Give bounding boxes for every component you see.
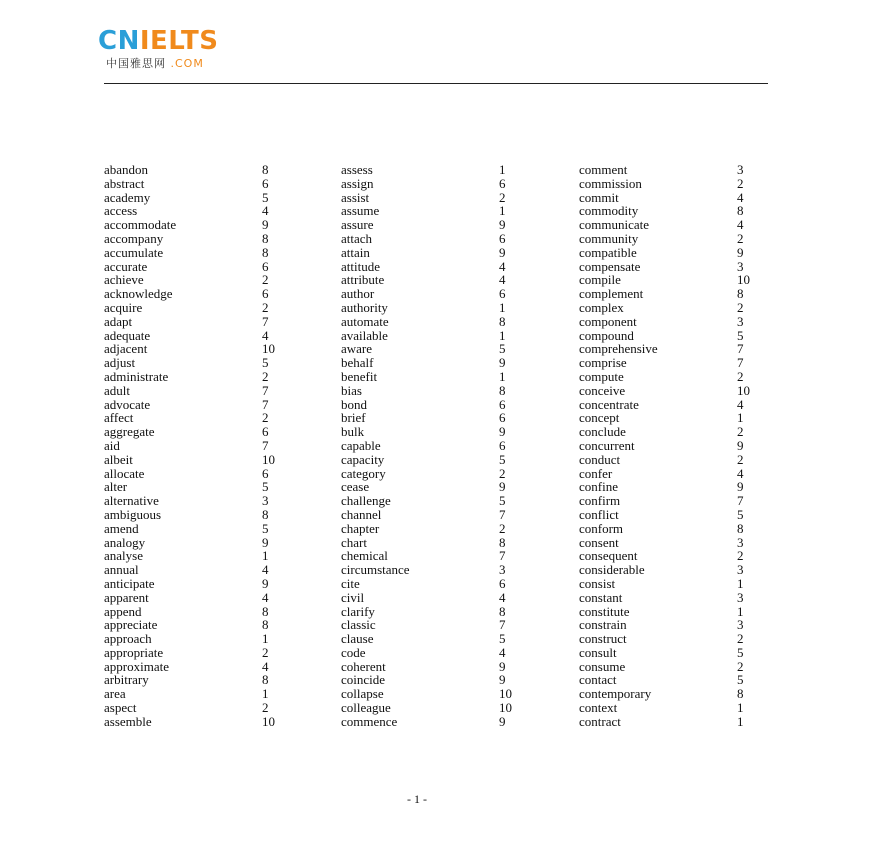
word-text: assemble bbox=[104, 713, 152, 729]
word-text: assume bbox=[341, 203, 380, 219]
sublist-number: 2 bbox=[737, 548, 744, 564]
word-text: challenge bbox=[341, 493, 391, 509]
sublist-number: 4 bbox=[499, 272, 506, 288]
word-text: contact bbox=[579, 672, 617, 688]
logo-subtitle-cn: 中国雅思网 bbox=[106, 57, 166, 70]
word-text: analyse bbox=[104, 548, 143, 564]
sublist-number: 6 bbox=[499, 286, 506, 302]
sublist-number: 1 bbox=[499, 327, 506, 343]
sublist-number: 4 bbox=[737, 465, 744, 481]
word-text: compile bbox=[579, 272, 621, 288]
word-text: accumulate bbox=[104, 244, 164, 260]
word-text: allocate bbox=[104, 465, 145, 481]
sublist-number: 4 bbox=[262, 562, 269, 578]
word-text: comprise bbox=[579, 355, 627, 371]
sublist-number: 4 bbox=[737, 396, 744, 412]
sublist-number: 2 bbox=[737, 299, 744, 315]
word-text: acquire bbox=[104, 299, 143, 315]
word-text: approach bbox=[104, 631, 152, 647]
sublist-number: 2 bbox=[262, 700, 269, 716]
word-text: aware bbox=[341, 341, 373, 357]
word-text: chapter bbox=[341, 520, 380, 536]
word-text: compatible bbox=[579, 244, 637, 260]
sublist-number: 2 bbox=[499, 465, 506, 481]
sublist-number: 1 bbox=[737, 410, 744, 426]
sublist-number: 8 bbox=[737, 686, 744, 702]
word-text: complement bbox=[579, 286, 644, 302]
word-text: compute bbox=[579, 368, 624, 384]
sublist-number: 7 bbox=[737, 341, 744, 357]
sublist-number: 1 bbox=[737, 603, 744, 619]
sublist-number: 5 bbox=[737, 327, 744, 343]
header-rule bbox=[104, 83, 768, 84]
word-text: constitute bbox=[579, 603, 630, 619]
sublist-number: 4 bbox=[499, 589, 506, 605]
word-text: commission bbox=[579, 175, 642, 191]
sublist-number: 9 bbox=[262, 575, 269, 591]
word-text: authority bbox=[341, 299, 388, 315]
sublist-number: 6 bbox=[262, 258, 269, 274]
sublist-number: 6 bbox=[499, 175, 506, 191]
sublist-number: 10 bbox=[499, 686, 512, 702]
sublist-number: 6 bbox=[262, 465, 269, 481]
word-text: consequent bbox=[579, 548, 638, 564]
word-text: conduct bbox=[579, 451, 621, 467]
sublist-number: 10 bbox=[262, 713, 275, 729]
word-text: considerable bbox=[579, 562, 645, 578]
sublist-number: 10 bbox=[262, 341, 275, 357]
sublist-number: 5 bbox=[499, 341, 506, 357]
sublist-number: 2 bbox=[737, 368, 744, 384]
word-text: bond bbox=[341, 396, 367, 412]
sublist-number: 8 bbox=[262, 672, 269, 688]
sublist-number: 6 bbox=[499, 575, 506, 591]
sublist-number: 7 bbox=[499, 548, 506, 564]
word-text: attitude bbox=[341, 258, 380, 274]
sublist-number: 1 bbox=[262, 686, 269, 702]
word-text: chemical bbox=[341, 548, 388, 564]
sublist-number: 5 bbox=[262, 520, 269, 536]
sublist-number: 8 bbox=[262, 506, 269, 522]
sublist-number: 7 bbox=[737, 355, 744, 371]
word-text: complex bbox=[579, 299, 624, 315]
word-text: cite bbox=[341, 575, 360, 591]
word-text: behalf bbox=[341, 355, 374, 371]
word-text: abstract bbox=[104, 175, 145, 191]
word-text: commodity bbox=[579, 203, 639, 219]
word-text: coincide bbox=[341, 672, 386, 688]
word-text: compensate bbox=[579, 258, 641, 274]
sublist-number: 4 bbox=[262, 203, 269, 219]
word-text: author bbox=[341, 286, 375, 302]
word-text: attribute bbox=[341, 272, 385, 288]
sublist-number: 2 bbox=[737, 175, 744, 191]
word-text: accompany bbox=[104, 230, 164, 246]
word-text: clause bbox=[341, 631, 374, 647]
sublist-number: 3 bbox=[737, 589, 744, 605]
word-text: constrain bbox=[579, 617, 627, 633]
word-text: cease bbox=[341, 479, 370, 495]
sublist-number: 7 bbox=[737, 493, 744, 509]
sublist-number: 2 bbox=[737, 451, 744, 467]
word-text: area bbox=[104, 686, 126, 702]
sublist-number: 2 bbox=[262, 410, 269, 426]
word-text: access bbox=[104, 203, 138, 219]
word-text: accommodate bbox=[104, 217, 177, 233]
word-text: approximate bbox=[104, 658, 169, 674]
sublist-number: 3 bbox=[737, 258, 744, 274]
word-text: assist bbox=[341, 189, 370, 205]
sublist-number: 7 bbox=[499, 506, 506, 522]
sublist-number: 2 bbox=[737, 658, 744, 674]
word-text: clarify bbox=[341, 603, 375, 619]
sublist-number: 10 bbox=[499, 700, 512, 716]
sublist-number: 7 bbox=[262, 437, 269, 453]
word-text: academy bbox=[104, 189, 151, 205]
sublist-number: 4 bbox=[262, 327, 269, 343]
sublist-number: 10 bbox=[737, 272, 750, 288]
word-text: adapt bbox=[104, 313, 133, 329]
word-text: context bbox=[579, 700, 618, 716]
sublist-number: 9 bbox=[499, 479, 506, 495]
word-text: accurate bbox=[104, 258, 148, 274]
word-text: compound bbox=[579, 327, 634, 343]
word-text: classic bbox=[341, 617, 376, 633]
sublist-number: 9 bbox=[262, 217, 269, 233]
word-text: conclude bbox=[579, 424, 626, 440]
logo-cn-text: CN bbox=[98, 26, 140, 56]
word-text: assign bbox=[341, 175, 374, 191]
sublist-number: 3 bbox=[737, 562, 744, 578]
logo-wordmark bbox=[98, 28, 258, 54]
sublist-number: 1 bbox=[737, 575, 744, 591]
sublist-number: 6 bbox=[499, 410, 506, 426]
sublist-number: 6 bbox=[262, 175, 269, 191]
sublist-number: 4 bbox=[262, 589, 269, 605]
word-text: commence bbox=[341, 713, 398, 729]
word-text: consult bbox=[579, 644, 617, 660]
sublist-number: 2 bbox=[262, 299, 269, 315]
sublist-number: 5 bbox=[262, 189, 269, 205]
sublist-number: 9 bbox=[499, 355, 506, 371]
word-text: arbitrary bbox=[104, 672, 149, 688]
word-text: confer bbox=[579, 465, 613, 481]
word-text: aspect bbox=[104, 700, 137, 716]
sublist-number: 2 bbox=[262, 272, 269, 288]
sublist-number: 8 bbox=[737, 286, 744, 302]
sublist-number: 1 bbox=[262, 631, 269, 647]
sublist-number: 2 bbox=[262, 644, 269, 660]
word-text: abandon bbox=[104, 162, 149, 177]
word-text: attach bbox=[341, 230, 373, 246]
word-text: consist bbox=[579, 575, 616, 591]
sublist-number: 4 bbox=[499, 258, 506, 274]
word-text: attain bbox=[341, 244, 370, 260]
word-text: bias bbox=[341, 382, 362, 398]
sublist-number: 5 bbox=[499, 493, 506, 509]
word-text: chart bbox=[341, 534, 367, 550]
word-text: comment bbox=[579, 162, 628, 177]
word-text: assess bbox=[341, 162, 373, 177]
word-text: append bbox=[104, 603, 142, 619]
word-text: concurrent bbox=[579, 437, 635, 453]
sublist-number: 9 bbox=[499, 217, 506, 233]
sublist-number: 2 bbox=[737, 424, 744, 440]
sublist-number: 3 bbox=[737, 162, 744, 177]
sublist-number: 10 bbox=[737, 382, 750, 398]
sublist-number: 1 bbox=[499, 203, 506, 219]
sublist-number: 8 bbox=[499, 313, 506, 329]
sublist-number: 7 bbox=[262, 313, 269, 329]
word-text: collapse bbox=[341, 686, 384, 702]
sublist-number: 8 bbox=[737, 520, 744, 536]
word-text: adjacent bbox=[104, 341, 148, 357]
word-text: aggregate bbox=[104, 424, 155, 440]
sublist-number: 8 bbox=[499, 382, 506, 398]
word-text: albeit bbox=[104, 451, 133, 467]
word-text: automate bbox=[341, 313, 389, 329]
logo-subtitle-domain: .COM bbox=[170, 57, 204, 70]
logo-ielts-text: IELTS bbox=[139, 26, 219, 56]
sublist-number: 4 bbox=[737, 189, 744, 205]
sublist-number: 8 bbox=[262, 617, 269, 633]
word-text: contract bbox=[579, 713, 621, 729]
word-text: comprehensive bbox=[579, 341, 658, 357]
sublist-number: 2 bbox=[499, 520, 506, 536]
word-text: adequate bbox=[104, 327, 151, 343]
word-text: advocate bbox=[104, 396, 151, 412]
sublist-number: 4 bbox=[499, 644, 506, 660]
word-text: capable bbox=[341, 437, 381, 453]
word-text: bulk bbox=[341, 424, 365, 440]
sublist-number: 8 bbox=[262, 603, 269, 619]
word-text: ambiguous bbox=[104, 506, 162, 522]
word-text: amend bbox=[104, 520, 139, 536]
sublist-number: 1 bbox=[262, 548, 269, 564]
word-text: community bbox=[579, 230, 639, 246]
sublist-number: 5 bbox=[737, 644, 744, 660]
sublist-number: 3 bbox=[737, 534, 744, 550]
sublist-number: 7 bbox=[499, 617, 506, 633]
sublist-number: 8 bbox=[499, 603, 506, 619]
sublist-number: 6 bbox=[499, 396, 506, 412]
word-text: adult bbox=[104, 382, 130, 398]
sublist-number: 3 bbox=[499, 562, 506, 578]
sublist-number: 3 bbox=[737, 313, 744, 329]
sublist-number: 8 bbox=[262, 244, 269, 260]
sublist-number: 10 bbox=[262, 451, 275, 467]
word-text: alter bbox=[104, 479, 128, 495]
word-text: code bbox=[341, 644, 366, 660]
sublist-number: 9 bbox=[262, 534, 269, 550]
sublist-number: 5 bbox=[262, 355, 269, 371]
sublist-number: 9 bbox=[499, 658, 506, 674]
sublist-number: 6 bbox=[499, 437, 506, 453]
sublist-number: 9 bbox=[737, 244, 744, 260]
word-text: consent bbox=[579, 534, 619, 550]
word-text: circumstance bbox=[341, 562, 410, 578]
word-text: construct bbox=[579, 631, 627, 647]
page-number: - 1 - bbox=[407, 792, 427, 806]
word-text: assure bbox=[341, 217, 374, 233]
word-text: appropriate bbox=[104, 644, 164, 660]
word-text: adjust bbox=[104, 355, 136, 371]
sublist-number: 5 bbox=[737, 672, 744, 688]
word-text: alternative bbox=[104, 493, 159, 509]
sublist-number: 2 bbox=[499, 189, 506, 205]
word-text: administrate bbox=[104, 368, 169, 384]
sublist-number: 8 bbox=[262, 162, 269, 177]
word-text: contemporary bbox=[579, 686, 652, 702]
sublist-number: 1 bbox=[737, 713, 744, 729]
sublist-number: 9 bbox=[499, 244, 506, 260]
word-text: anticipate bbox=[104, 575, 155, 591]
word-text: component bbox=[579, 313, 637, 329]
sublist-number: 8 bbox=[499, 534, 506, 550]
word-text: apparent bbox=[104, 589, 149, 605]
sublist-number: 4 bbox=[262, 658, 269, 674]
sublist-number: 9 bbox=[499, 672, 506, 688]
sublist-number: 9 bbox=[499, 424, 506, 440]
word-text: commit bbox=[579, 189, 619, 205]
word-text: benefit bbox=[341, 368, 378, 384]
sublist-number: 7 bbox=[262, 396, 269, 412]
sublist-number: 1 bbox=[499, 299, 506, 315]
word-text: coherent bbox=[341, 658, 386, 674]
sublist-number: 3 bbox=[737, 617, 744, 633]
cnielts-logo bbox=[98, 28, 258, 68]
word-text: channel bbox=[341, 506, 382, 522]
word-text: appreciate bbox=[104, 617, 158, 633]
sublist-number: 5 bbox=[499, 631, 506, 647]
word-text: concept bbox=[579, 410, 620, 426]
sublist-number: 6 bbox=[262, 424, 269, 440]
sublist-number: 5 bbox=[499, 451, 506, 467]
sublist-number: 2 bbox=[737, 631, 744, 647]
sublist-number: 3 bbox=[262, 493, 269, 509]
word-text: capacity bbox=[341, 451, 385, 467]
sublist-number: 8 bbox=[262, 230, 269, 246]
word-text: available bbox=[341, 327, 388, 343]
sublist-number: 1 bbox=[499, 368, 506, 384]
sublist-number: 5 bbox=[262, 479, 269, 495]
word-text: confine bbox=[579, 479, 618, 495]
sublist-number: 9 bbox=[737, 437, 744, 453]
sublist-number: 6 bbox=[262, 286, 269, 302]
word-text: analogy bbox=[104, 534, 146, 550]
logo-subtitle bbox=[98, 55, 258, 71]
word-text: constant bbox=[579, 589, 623, 605]
word-text: category bbox=[341, 465, 386, 481]
sublist-number: 9 bbox=[499, 713, 506, 729]
sublist-number: 2 bbox=[262, 368, 269, 384]
sublist-number: 5 bbox=[737, 506, 744, 522]
sublist-number: 1 bbox=[499, 162, 506, 177]
sublist-number: 1 bbox=[737, 700, 744, 716]
word-text: achieve bbox=[104, 272, 144, 288]
word-text: brief bbox=[341, 410, 366, 426]
sublist-number: 9 bbox=[737, 479, 744, 495]
word-text: conceive bbox=[579, 382, 626, 398]
sublist-number: 8 bbox=[737, 203, 744, 219]
word-text: annual bbox=[104, 562, 139, 578]
word-text: colleague bbox=[341, 700, 391, 716]
word-text: communicate bbox=[579, 217, 650, 233]
sublist-number: 2 bbox=[737, 230, 744, 246]
sublist-number: 6 bbox=[499, 230, 506, 246]
word-text: conflict bbox=[579, 506, 619, 522]
word-text: civil bbox=[341, 589, 365, 605]
word-text: confirm bbox=[579, 493, 621, 509]
word-text: conform bbox=[579, 520, 624, 536]
word-text: consume bbox=[579, 658, 626, 674]
word-text: affect bbox=[104, 410, 134, 426]
word-text: concentrate bbox=[579, 396, 639, 412]
word-text: acknowledge bbox=[104, 286, 173, 302]
word-text: aid bbox=[104, 437, 120, 453]
sublist-number: 4 bbox=[737, 217, 744, 233]
sublist-number: 7 bbox=[262, 382, 269, 398]
